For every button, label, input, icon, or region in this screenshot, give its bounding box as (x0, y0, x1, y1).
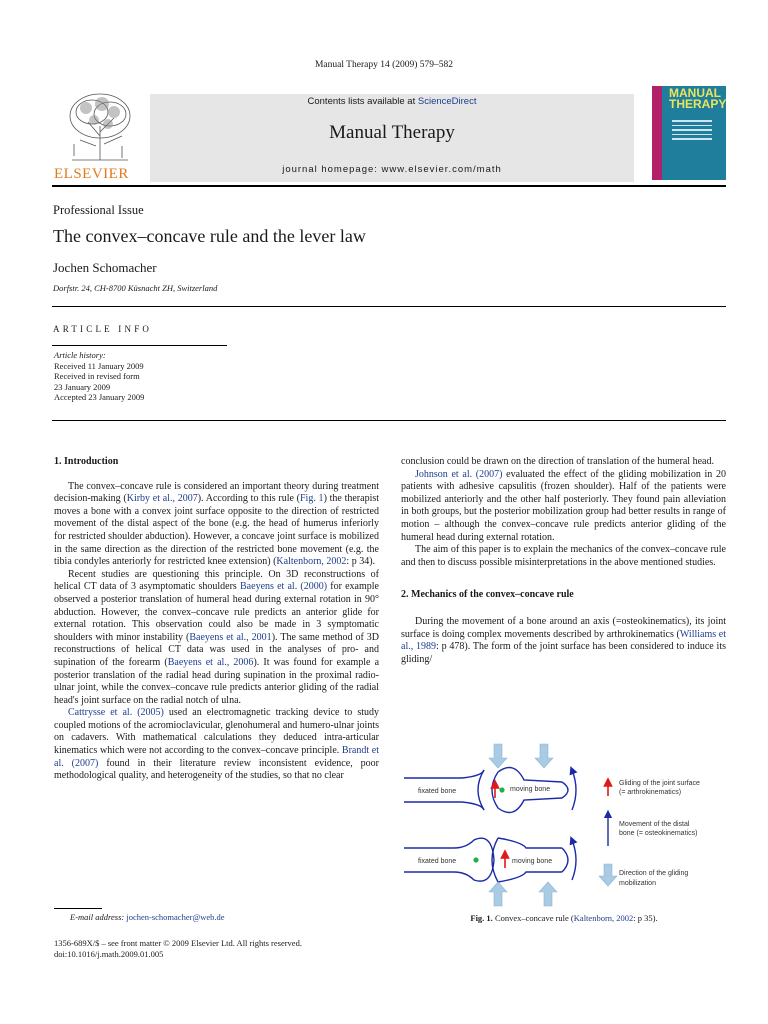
author-name: Jochen Schomacher (53, 260, 157, 275)
movement-arrow-lower (572, 840, 576, 880)
copyright-info (54, 938, 302, 960)
citation-link[interactable]: Cattrysse et al. (2005) (68, 707, 164, 719)
contents-prefix: Contents lists available at (307, 96, 418, 107)
paragraph: The convex–concave rule is considered an important theory during treatment decision-making (Kirby et al., 2007). According to this rule (Fig. 1) the therapist moves a bone with a convex joint surface opposite to the direction of restricted movement of the distal aspect of the bone (e.g. the head of humerus inferiorly for restricted shoulder abduction). However, a concave joint surface is mobilized in the same direction as the direction of the restricted bone movement (e.g. the tibia condyles anteriorly for restricted knee extension) (Kaltenborn, 2002: p 34). (54, 480, 380, 568)
doi-line[interactable]: doi:10.1016/j.math.2009.01.005 (54, 949, 164, 959)
author-affiliation: Dorfstr. 24, CH-8700 Küsnacht ZH, Switzerland (53, 283, 218, 293)
axis-dot-lower (473, 857, 478, 862)
paragraph: During the movement of a bone around an axis (=osteokinematics), its joint surface is doing complex movements described by arthrokinematics (Williams et al., 1989: p 478). The form of the joint surface has been considered to induce its gliding/ (401, 615, 726, 665)
journal-homepage[interactable]: journal homepage: www.elsevier.com/math (282, 164, 502, 175)
movement-arrow-upper (572, 770, 576, 810)
citation-link[interactable]: Baeyens et al., 2001 (189, 631, 272, 643)
footnote-rule (54, 908, 102, 909)
legend-label: (= arthrokinematics) (619, 789, 682, 796)
mobilization-arrow-icon (489, 744, 553, 768)
section-heading-introduction: 1. Introduction (54, 456, 119, 467)
right-column (401, 456, 726, 666)
citation-link[interactable]: Brandt et al. (2007) (54, 745, 380, 769)
accepted-date: Accepted 23 January 2009 (54, 392, 145, 402)
legend-label: Gliding of the joint surface (619, 780, 700, 787)
publisher-name: ELSEVIER (54, 166, 129, 182)
citation-link[interactable]: Kaltenborn, 2002 (276, 556, 347, 568)
left-column (54, 456, 379, 783)
header-rule (52, 185, 726, 187)
history-label: Article history: (54, 350, 106, 360)
elsevier-tree-logo (52, 86, 148, 182)
running-head: Manual Therapy 14 (2009) 579–582 (314, 60, 454, 70)
paragraph: Johnson et al. (2007) evaluated the effect of the gliding mobilization in 20 patients with adhesive capsulitis (frozen shoulder). Half of the patients were mobilized anteriorly and the other half posteriorly. They found pain alleviation in both groups, but the posterior mobilization group had better results in range of motion – although the convex–concave rule predicts anterior gliding of the humeral head during external rotation. (401, 468, 726, 543)
sciencedirect-link[interactable]: ScienceDirect (417, 96, 477, 107)
legend-label: Movement of the distal (619, 821, 690, 828)
journal-name: Manual Therapy (329, 122, 455, 143)
revised-label: Received in revised form (54, 371, 140, 381)
article-title: The convex–concave rule and the lever law (53, 226, 366, 246)
header-panel (150, 94, 634, 182)
citation-link[interactable]: Williams et al., 1989 (401, 628, 726, 653)
article-info-heading: ARTICLE INFO (53, 324, 153, 334)
fig-label: moving bone (512, 858, 553, 865)
legend-label: Direction of the gliding (619, 870, 689, 877)
journal-header (52, 86, 726, 182)
contents-line (150, 96, 634, 107)
axis-dot-upper (499, 787, 504, 792)
paragraph: Recent studies are questioning this principle. On 3D reconstructions of helical CT data of 3 asymptomatic shoulders Baeyens et al. (2000) for example observed a posterior translation of humeral head during external rotation in 90° abduction. However, the convex–concave rule predicts an anterior glide for external rotation. This observation could also be made in 3 symptomatic shoulders with minor instability (Baeyens et al., 2001). The same method of 3D reconstructions of helical CT data was used in the analyses of pro- and supination of the forearm (Baeyens et al., 2006). It was found for example a posterior translation of the radial head during supination in the proximal radio-ulnar joint, while the convex–concave rule predicts anterior gliding of the radial head's joint surface on the radial notch of ulna. (54, 568, 380, 706)
fig-label: moving bone (510, 786, 551, 793)
author-email: E-mail address: jochen-schomacher@web.de (70, 912, 225, 922)
citation-link[interactable]: Kirby et al., 2007 (126, 493, 198, 505)
section-heading-mechanics: 2. Mechanics of the convex–concave rule (401, 589, 574, 601)
email-link[interactable]: jochen-schomacher@web.de (126, 912, 225, 922)
legend-label: mobilization (619, 880, 656, 887)
citation-link[interactable]: Baeyens et al., 2006 (167, 656, 254, 668)
revised-date: 23 January 2009 (54, 381, 111, 392)
paragraph: conclusion could be drawn on the direction of translation of the humeral head. (401, 456, 714, 467)
fig-label: fixated bone (418, 788, 457, 795)
paragraph: Cattrysse et al. (2005) used an electromagnetic tracking device to study coupled motions of the acromioclavicular, glenohumeral and humero-ulnar joints on cadavers. With mathematical calculations they deduced intra-articular kinematics which were not according to the convex–concave principle. Brandt et al. (2007) found in their literature review inconsistent evidence, poor methodological quality, and heterogeneity of the studies, so that no clear (54, 707, 380, 782)
figure-link[interactable]: Fig. 1 (299, 493, 324, 505)
figure-convex-concave (402, 740, 726, 910)
fig-label: fixated bone (418, 858, 457, 865)
legend-mobilization-icon (599, 864, 617, 886)
paragraph: The aim of this paper is to explain the mechanics of the convex–concave rule and then to discuss possible misinterpretations in the above mentioned studies. (401, 544, 726, 568)
issn-line: 1356-689X/$ – see front matter © 2009 Elsevier Ltd. All rights reserved. (54, 938, 302, 948)
divider (52, 420, 726, 421)
divider (52, 306, 726, 307)
figure-caption: Fig. 1. Convex–concave rule (Kaltenborn, 2002: p 35). (470, 913, 658, 923)
legend-label: bone (= osteokinematics) (619, 830, 698, 837)
cover-title-2: THERAPY (669, 97, 726, 111)
received-date: Received 11 January 2009 (54, 360, 144, 371)
section-type: Professional Issue (53, 203, 144, 217)
journal-cover-image (652, 86, 726, 180)
citation-link[interactable]: Kaltenborn, 2002 (573, 913, 634, 923)
citation-link[interactable]: Baeyens et al. (2000) (240, 581, 328, 593)
article-history (54, 350, 144, 403)
citation-link[interactable]: Johnson et al. (2007) (415, 468, 503, 480)
divider (52, 345, 227, 346)
mobilization-arrow-icon (489, 882, 557, 906)
cover-title-1: MANUAL (669, 86, 721, 100)
